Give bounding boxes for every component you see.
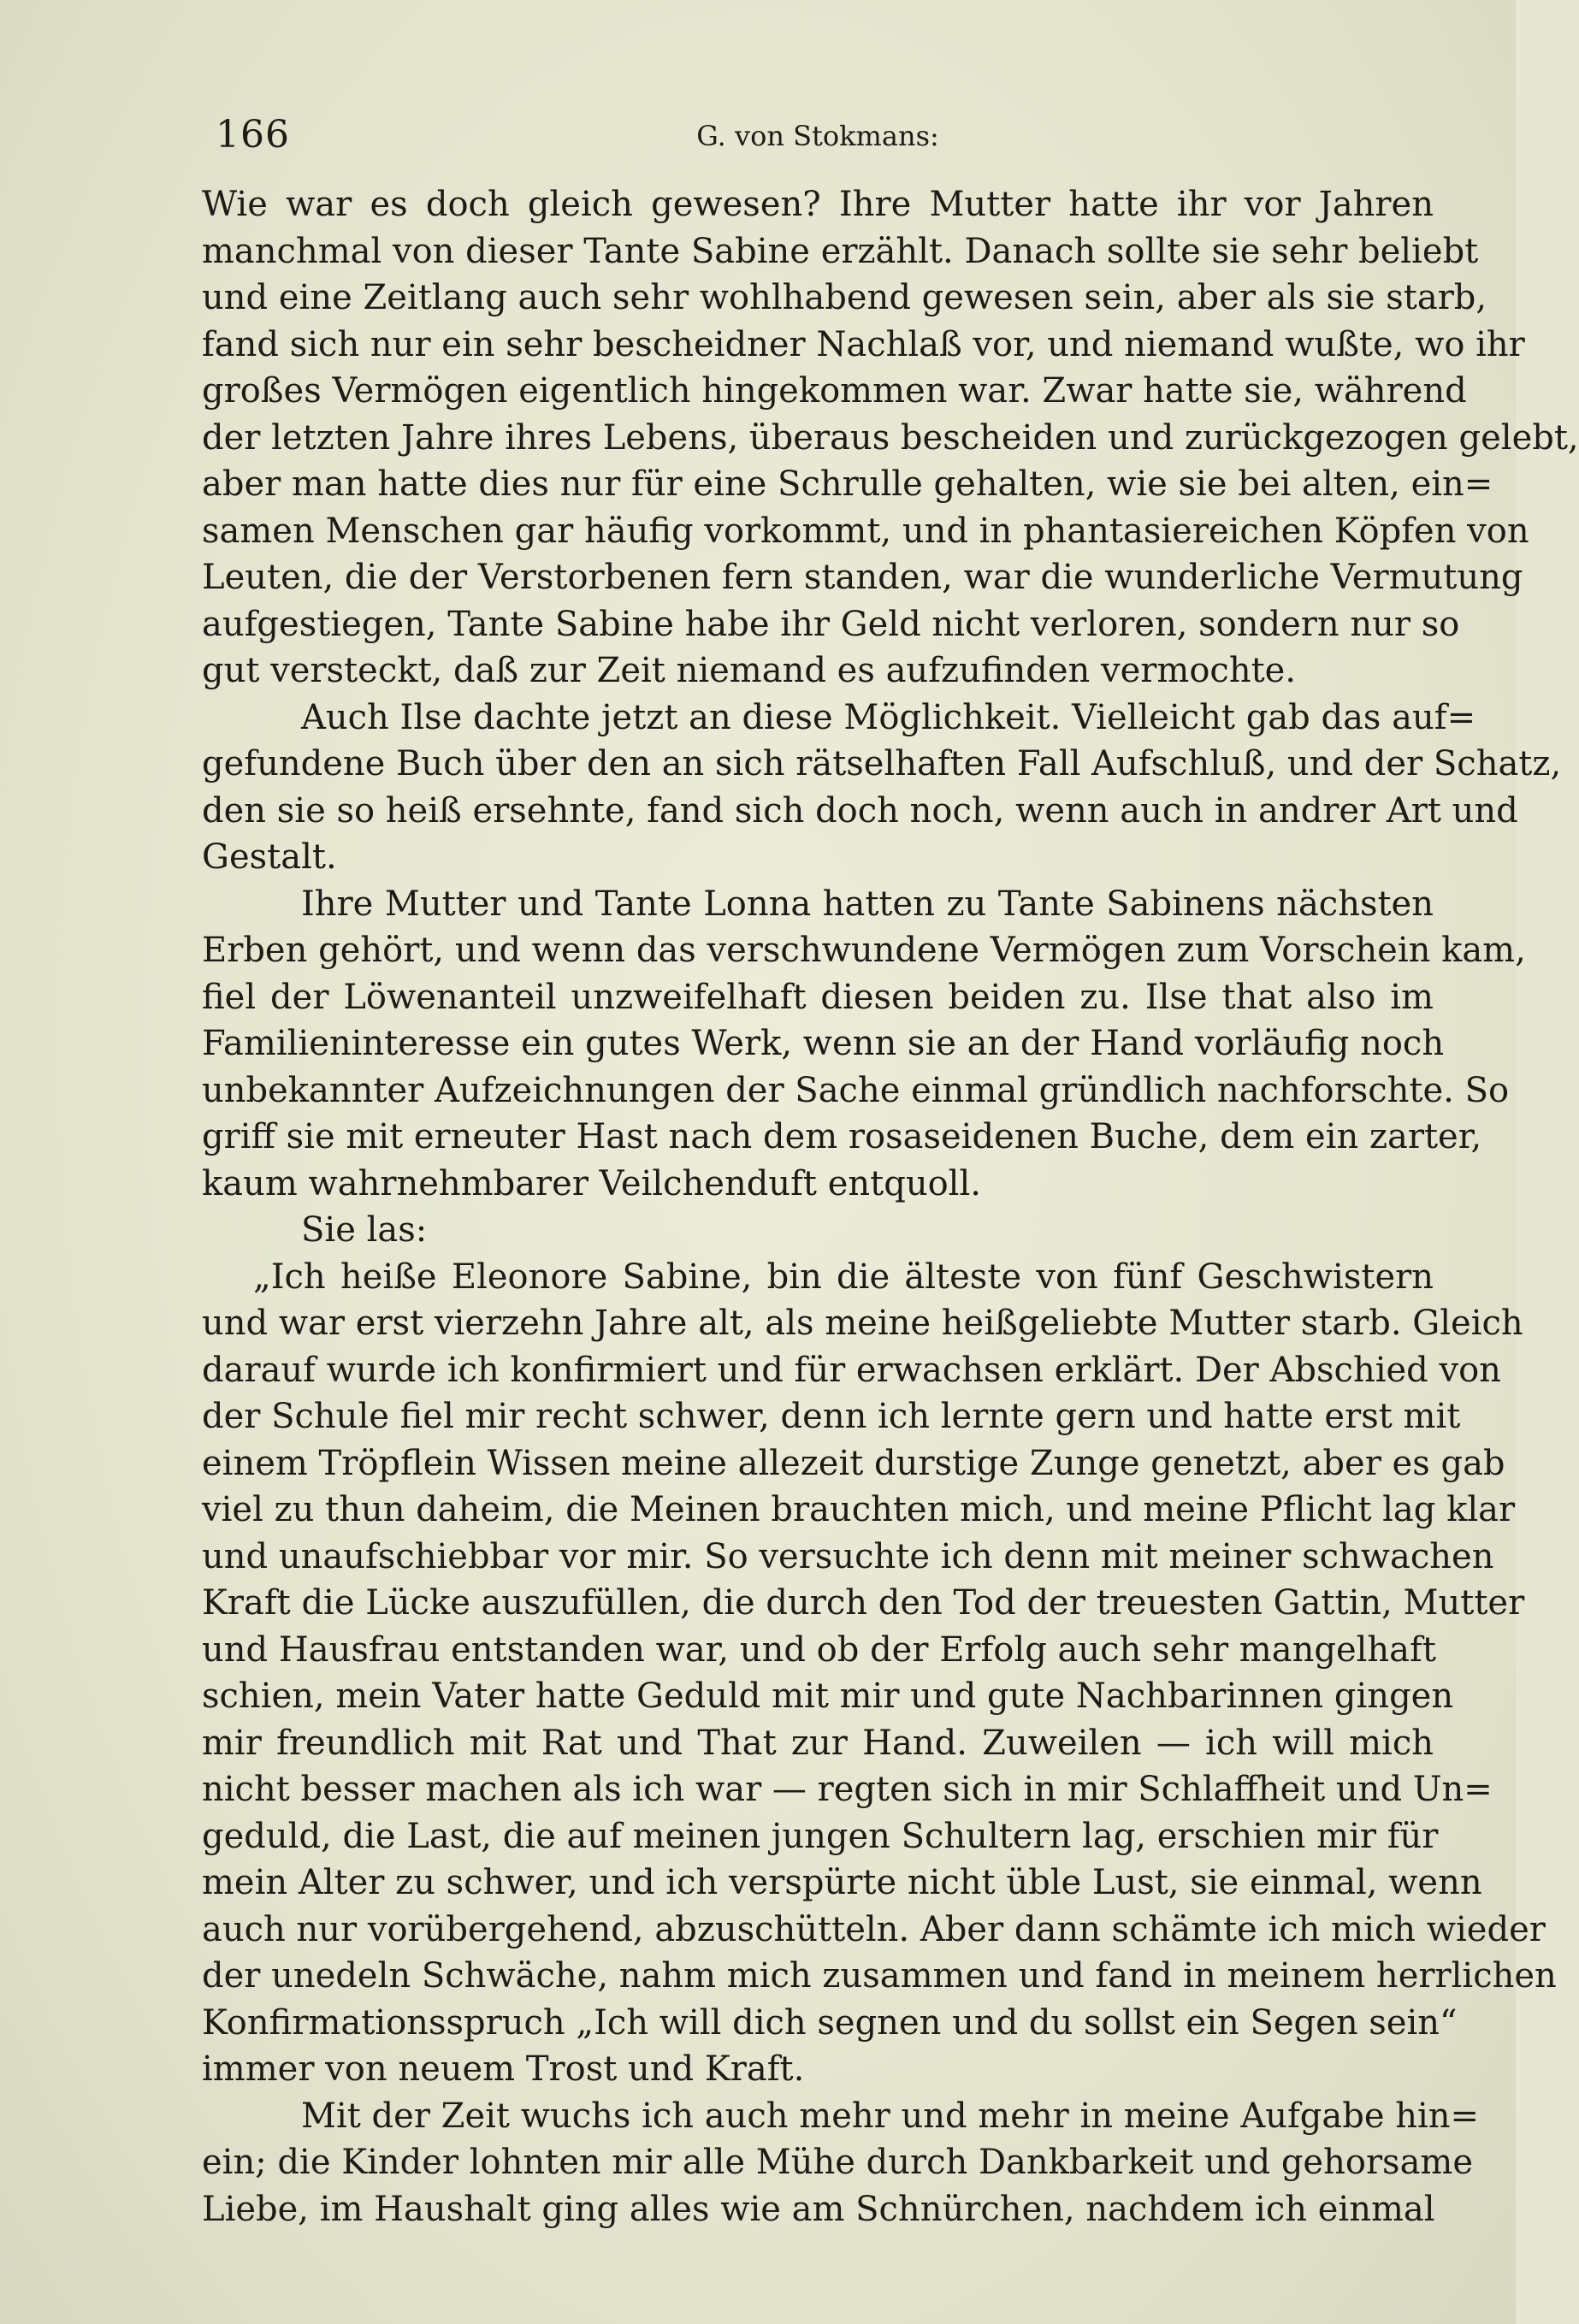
text-line: gut versteckt, daß zur Zeit niemand es aufzufinden vermochte. <box>202 651 1297 690</box>
text-line: der Schule fiel mir recht schwer, denn ich lernte gern und hatte erst mit <box>202 1397 1461 1436</box>
text-line: Ihre Mutter und Tante Lonna hatten zu Tante Sabinens nächsten <box>301 884 1434 924</box>
text-line: fand sich nur ein sehr bescheidner Nachlaß vor, und niemand wußte, wo ihr <box>202 324 1525 364</box>
text-line: auch nur vorübergehend, abzuschütteln. Aber dann schämte ich mich wieder <box>202 1909 1546 1949</box>
text-line: gefundene Buch über den an sich rätselhaften Fall Aufschluß, und der Schatz, <box>202 744 1562 784</box>
text-line: manchmal von dieser Tante Sabine erzählt. Danach sollte sie sehr beliebt <box>202 231 1479 271</box>
text-line: griff sie mit erneuter Hast nach dem rosaseidenen Buche, dem ein zarter, <box>202 1117 1482 1156</box>
text-line: nicht besser machen als ich war — regten sich in mir Schlaffheit und Un= <box>202 1770 1493 1809</box>
text-line: Mit der Zeit wuchs ich auch mehr und mehr in meine Aufgabe hin= <box>301 2096 1480 2136</box>
text-line: Erben gehört, und wenn das verschwundene Vermögen zum Vorschein kam, <box>202 931 1526 970</box>
page-number: 166 <box>216 113 290 157</box>
text-line: der unedeln Schwäche, nahm mich zusammen und fand in meinem herrlichen <box>202 1956 1557 1996</box>
text-line: ein; die Kinder lohnten mir alle Mühe durch Dankbarkeit und gehorsame <box>202 2143 1474 2182</box>
text-line: immer von neuem Trost und Kraft. <box>202 2049 805 2089</box>
text-line: „Ich heiße Eleonore Sabine, bin die älteste von fünf Geschwistern <box>253 1257 1434 1297</box>
text-line: einem Tröpflein Wissen meine allezeit durstige Zunge genetzt, aber es gab <box>202 1443 1505 1483</box>
text-line: samen Menschen gar häufig vorkommt, und in phantasiereichen Köpfen von <box>202 511 1529 551</box>
text-line: Liebe, im Haushalt ging alles wie am Schnürchen, nachdem ich einmal <box>202 2189 1435 2229</box>
text-line: und Hausfrau entstanden war, und ob der Erfolg auch sehr mangelhaft <box>202 1629 1436 1670</box>
text-line: Kraft die Lücke auszufüllen, die durch den Tod der treuesten Gattin, Mutter <box>202 1583 1525 1623</box>
text-line: unbekannter Aufzeichnungen der Sache einmal gründlich nachforschte. So <box>202 1070 1510 1110</box>
text-line: schien, mein Vater hatte Geduld mit mir und gute Nachbarinnen gingen <box>202 1676 1454 1716</box>
text-line: Leuten, die der Verstorbenen fern standen, war die wunderliche Vermutung <box>202 558 1523 597</box>
text-line: mein Alter zu schwer, und ich verspürte nicht üble Lust, sie einmal, wenn <box>202 1863 1482 1902</box>
text-line: Auch Ilse dachte jetzt an diese Möglichkeit. Vielleicht gab das auf= <box>301 697 1476 737</box>
text-line: der letzten Jahre ihres Lebens, überaus bescheiden und zurückgezogen gelebt, <box>202 417 1579 458</box>
text-line: kaum wahrnehmbarer Veilchenduft entquoll. <box>202 1163 981 1203</box>
text-line: fiel der Löwenanteil unzweifelhaft diesen beiden zu. Ilse that also im <box>202 977 1434 1017</box>
text-line: geduld, die Last, die auf meinen jungen Schultern lag, erschien mir für <box>202 1816 1439 1856</box>
text-line: Gestalt. <box>202 837 337 877</box>
running-head: G. von Stokmans: <box>696 120 939 152</box>
text-line: mir freundlich mit Rat und That zur Hand. Zuweilen — ich will mich <box>202 1723 1434 1763</box>
text-line: und unaufschiebbar vor mir. So versuchte ich denn mit meiner schwachen <box>202 1536 1494 1576</box>
text-line: darauf wurde ich konfirmiert und für erwachsen erklärt. Der Abschied von <box>202 1350 1501 1390</box>
page-header <box>202 109 1434 161</box>
text-line: aufgestiegen, Tante Sabine habe ihr Geld nicht verloren, sondern nur so <box>202 604 1460 644</box>
text-line: großes Vermögen eigentlich hingekommen war. Zwar hatte sie, während <box>202 371 1467 411</box>
text-line: viel zu thun daheim, die Meinen brauchten mich, und meine Pflicht lag klar <box>202 1490 1516 1529</box>
text-line: Sie las: <box>301 1210 428 1250</box>
text-line: Familieninteresse ein gutes Werk, wenn sie an der Hand vorläufig noch <box>202 1024 1445 1063</box>
text-line: Konfirmationsspruch „Ich will dich segnen und du sollst ein Segen sein“ <box>202 2002 1458 2043</box>
text-line: und war erst vierzehn Jahre alt, als meine heißgeliebte Mutter starb. Gleich <box>202 1304 1523 1343</box>
body-text <box>202 181 1579 2232</box>
text-line: aber man hatte dies nur für eine Schrulle gehalten, wie sie bei alten, ein= <box>202 464 1493 504</box>
text-line: Wie war es doch gleich gewesen? Ihre Mutter hatte ihr vor Jahren <box>202 185 1434 224</box>
text-line: den sie so heiß ersehnte, fand sich doch noch, wenn auch in andrer Art und <box>202 790 1518 831</box>
text-line: und eine Zeitlang auch sehr wohlhabend gewesen sein, aber als sie starb, <box>202 278 1487 317</box>
